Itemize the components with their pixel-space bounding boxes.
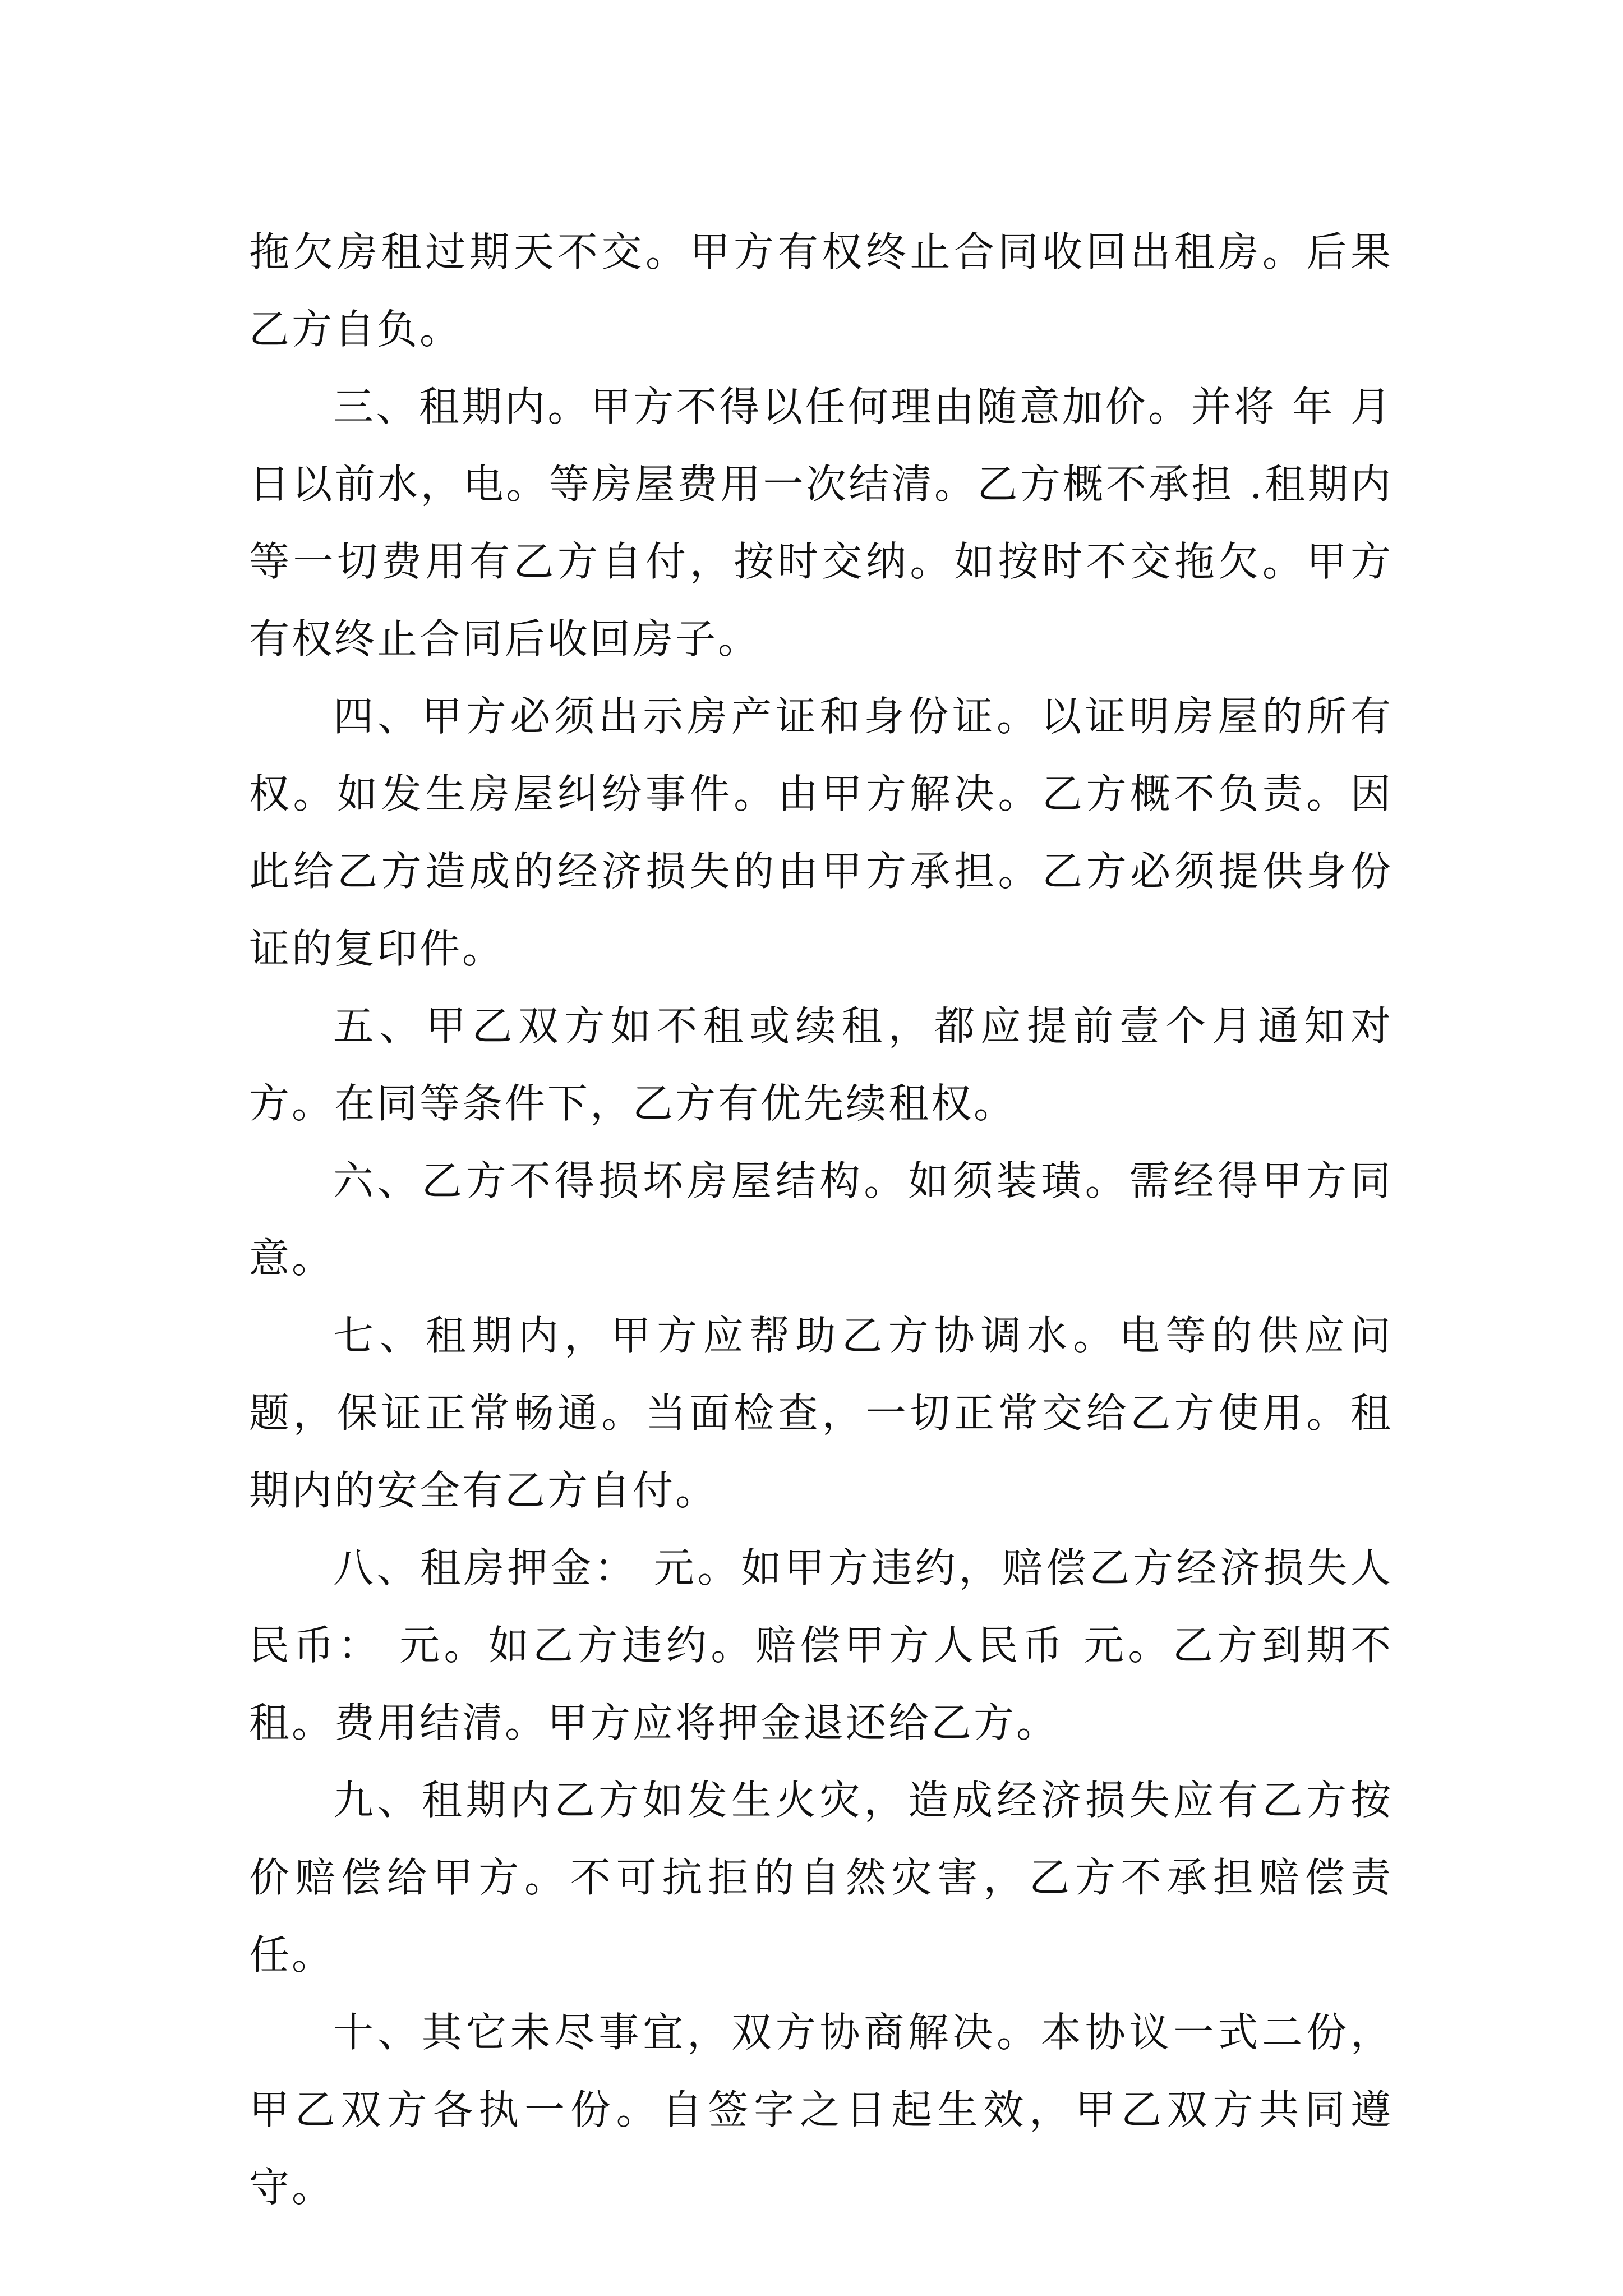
document-body — [249, 213, 1393, 2226]
paragraph-clause-6: 六、乙方不得损坏房屋结构。如须装璜。需经得甲方同意。 — [249, 1157, 1393, 1282]
paragraph-clause-4: 四、甲方必须出示房产证和身份证。以证明房屋的所有权。如发生房屋纠纷事件。由甲方解决。乙方概不负责。因此给乙方造成的经济损失的由甲方承担。乙方必须提供身份证的复印件。 — [249, 693, 1393, 972]
paragraph-clause-8: 八、租房押金： 元。如甲方违约，赔偿乙方经济损失人民币： 元。如乙方违约。赔偿甲方人民币 元。乙方到期不租。费用结清。甲方应将押金退还给乙方。 — [249, 1544, 1393, 1746]
paragraph-clause-7: 七、租期内，甲方应帮助乙方协调水。电等的供应问题，保证正常畅通。当面检查，一切正常交给乙方使用。租期内的安全有乙方自付。 — [249, 1312, 1393, 1514]
paragraph-clause-10: 十、其它未尽事宜，双方协商解决。本协议一式二份，甲乙双方各执一份。自签字之日起生效，甲乙双方共同遵守。 — [249, 2009, 1393, 2211]
paragraph-clause-3: 三、租期内。甲方不得以任何理由随意加价。并将 年 月 日以前水，电。等房屋费用一次结清。乙方概不承担 .租期内等一切费用有乙方自付，按时交纳。如按时不交拖欠。甲方有权终止合同后收回房子。 — [249, 383, 1393, 662]
paragraph-clause-9: 九、租期内乙方如发生火灾，造成经济损失应有乙方按价赔偿给甲方。不可抗拒的自然灾害，乙方不承担赔偿责任。 — [249, 1777, 1393, 1978]
paragraph-clause-5: 五、甲乙双方如不租或续租，都应提前壹个月通知对方。在同等条件下，乙方有优先续租权。 — [249, 1002, 1393, 1127]
paragraph-continuation: 拖欠房租过期天不交。甲方有权终止合同收回出租房。后果乙方自负。 — [249, 228, 1393, 353]
